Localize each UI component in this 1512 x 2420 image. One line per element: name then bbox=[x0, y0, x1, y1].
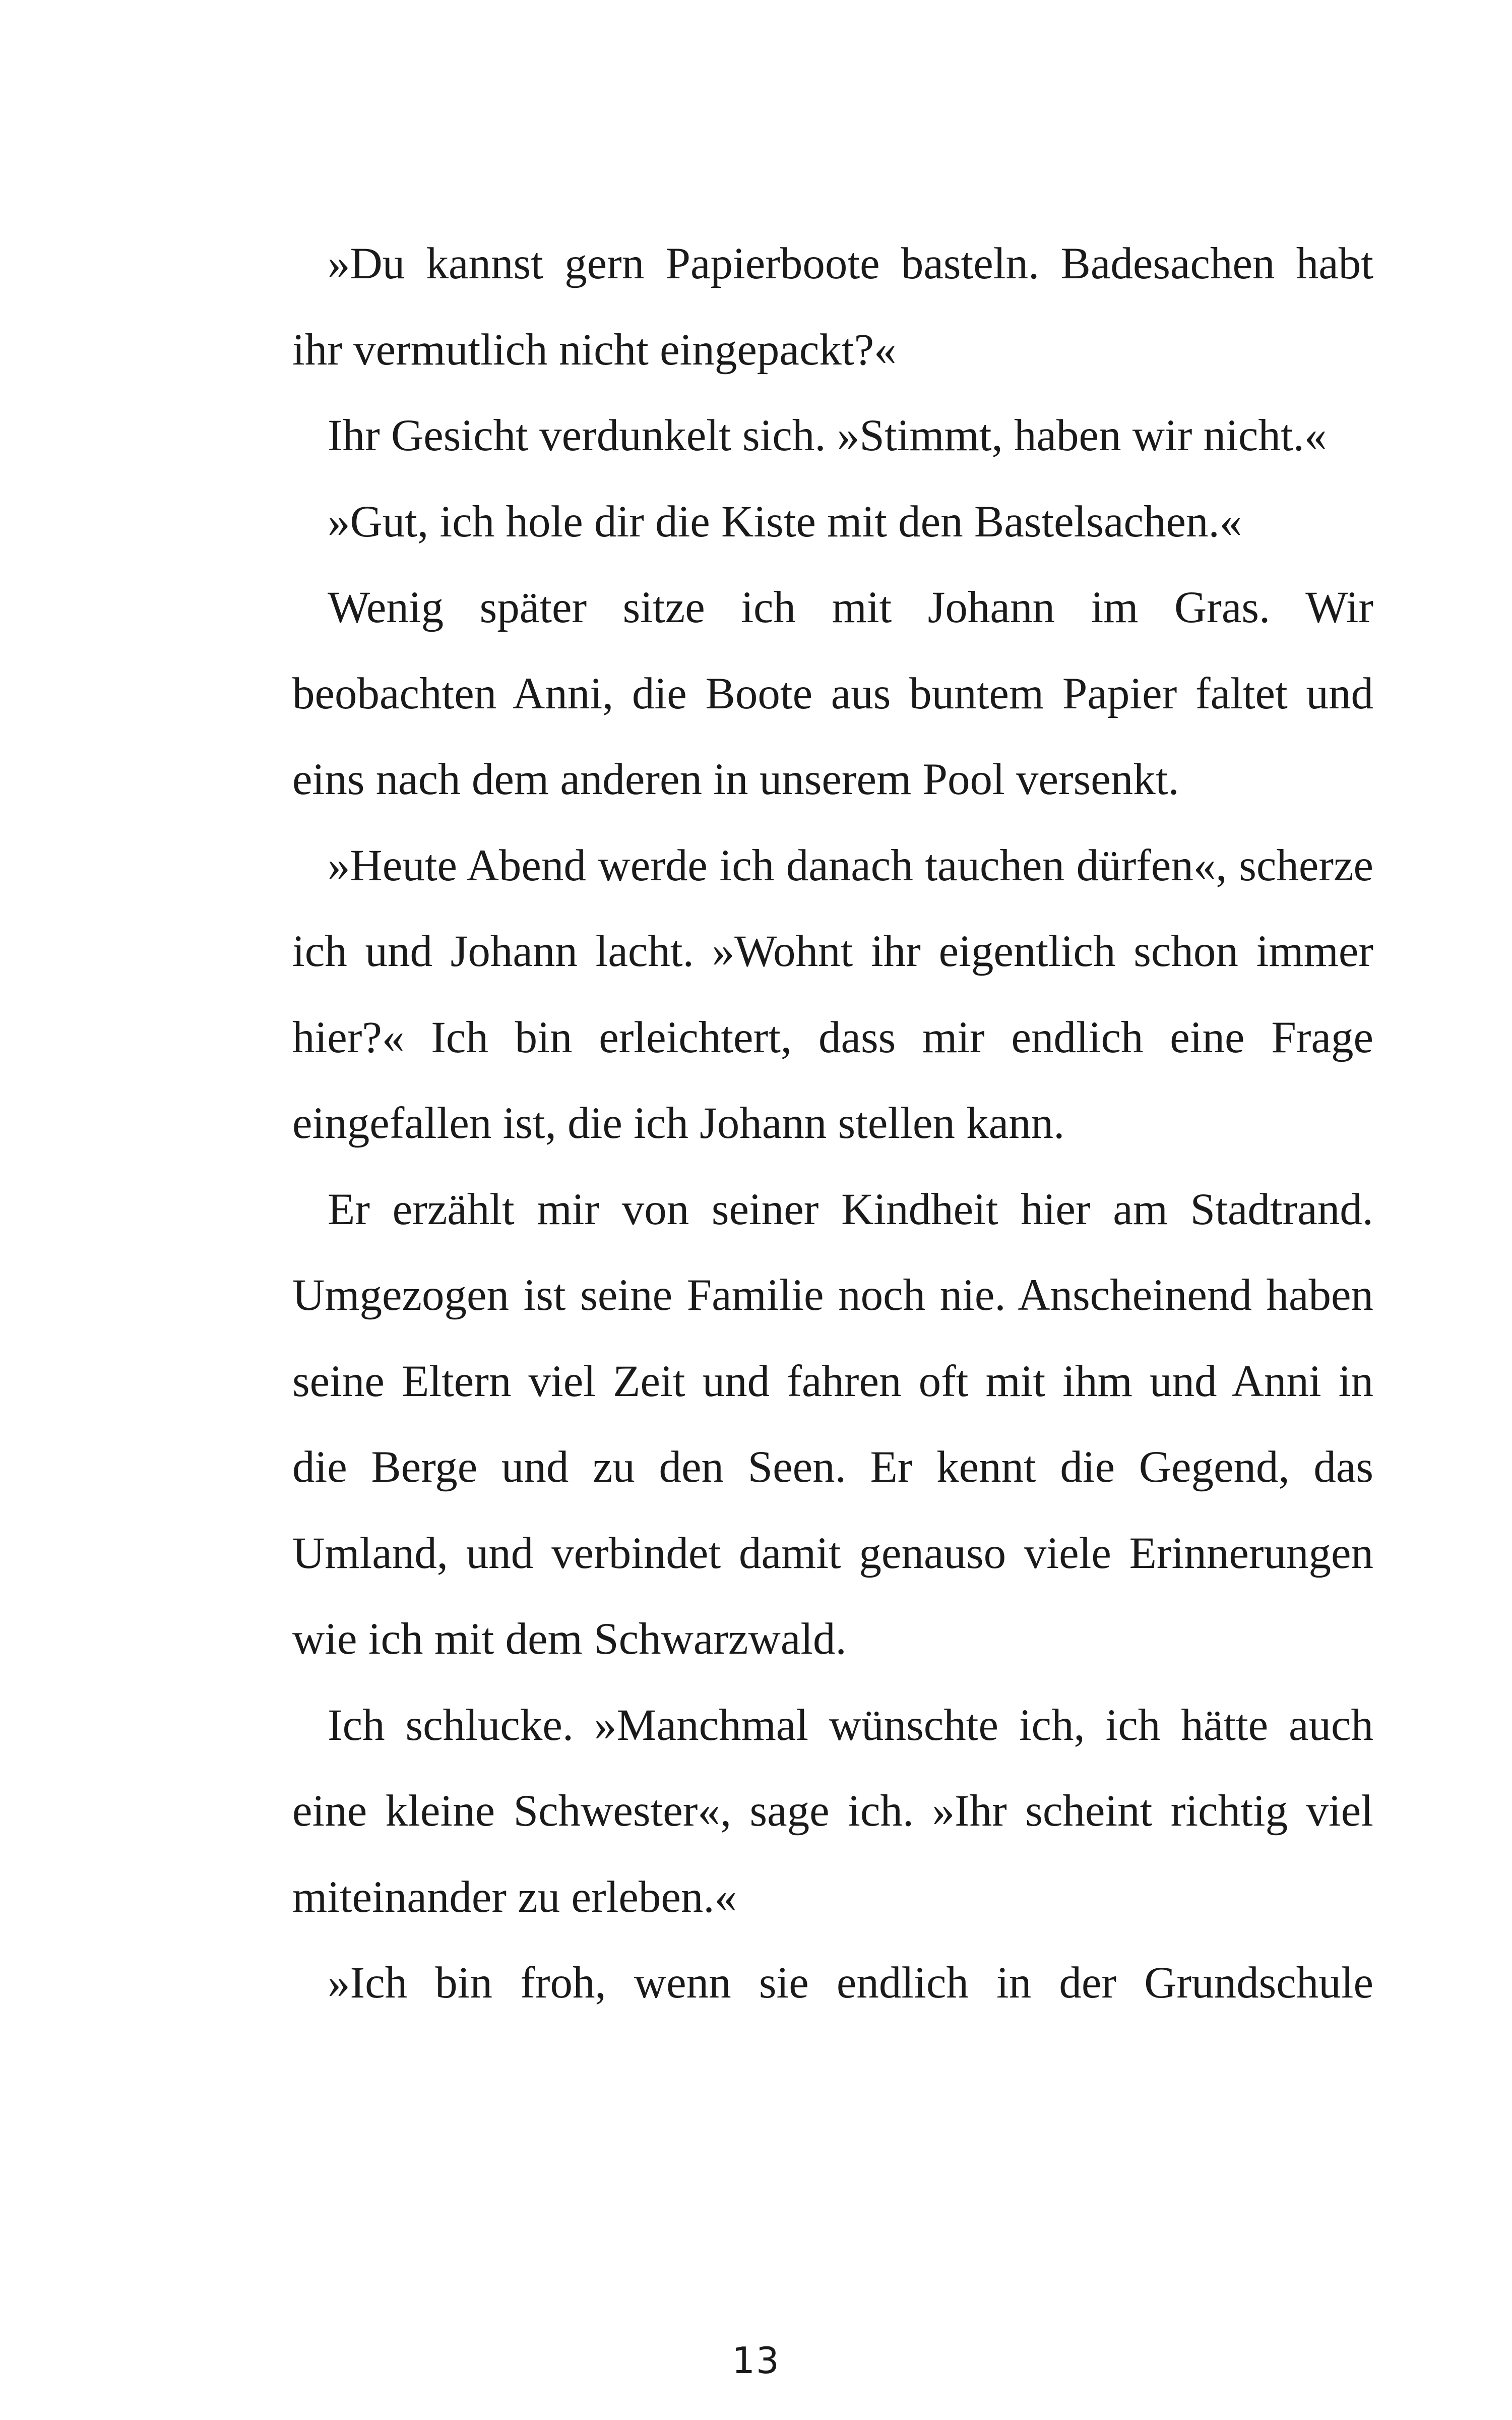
paragraph-5: »Heute Abend werde ich danach tauchen dürfen«, scherze ich und Johann lacht. »Wohnt ihr eigentlich schon immer hier?« Ich bin erleichtert, dass mir endlich eine Frage eingefallen ist, die ich Johann stellen kann. bbox=[292, 840, 1373, 1148]
page-number: 13 bbox=[732, 2339, 780, 2382]
paragraph-7: Ich schlucke. »Manchmal wünschte ich, ich hätte auch eine kleine Schwester«, sage ich. »Ihr scheint richtig viel miteinander zu erleben.« bbox=[292, 1700, 1373, 1922]
paragraph-2: Ihr Gesicht verdunkelt sich. »Stimmt, haben wir nicht.« bbox=[328, 411, 1327, 460]
paragraph-1: »Du kannst gern Papierboote basteln. Badesachen habt ihr vermutlich nicht eingepackt?« bbox=[292, 239, 1373, 375]
paragraph-6: Er erzählt mir von seiner Kindheit hier am Stadtrand. Umgezogen ist seine Familie noch nie. Anscheinend haben seine Eltern viel Zeit und fahren oft mit ihm und Anni in die Berge und zu den Seen. Er kennt die Gegend, das Umland, und verbindet damit genauso viele Erinnerungen wie ich mit dem Schwarzwald. bbox=[292, 1184, 1373, 1664]
body-text bbox=[292, 221, 1373, 2026]
paragraph-4: Wenig später sitze ich mit Johann im Gras. Wir beobachten Anni, die Boote aus buntem Papier faltet und eins nach dem anderen in unserem Pool versenkt. bbox=[292, 583, 1373, 804]
paragraph-8: »Ich bin froh, wenn sie endlich in der Grundschule bbox=[328, 1958, 1373, 2008]
paragraph-3: »Gut, ich hole dir die Kiste mit den Bastelsachen.« bbox=[328, 497, 1242, 547]
